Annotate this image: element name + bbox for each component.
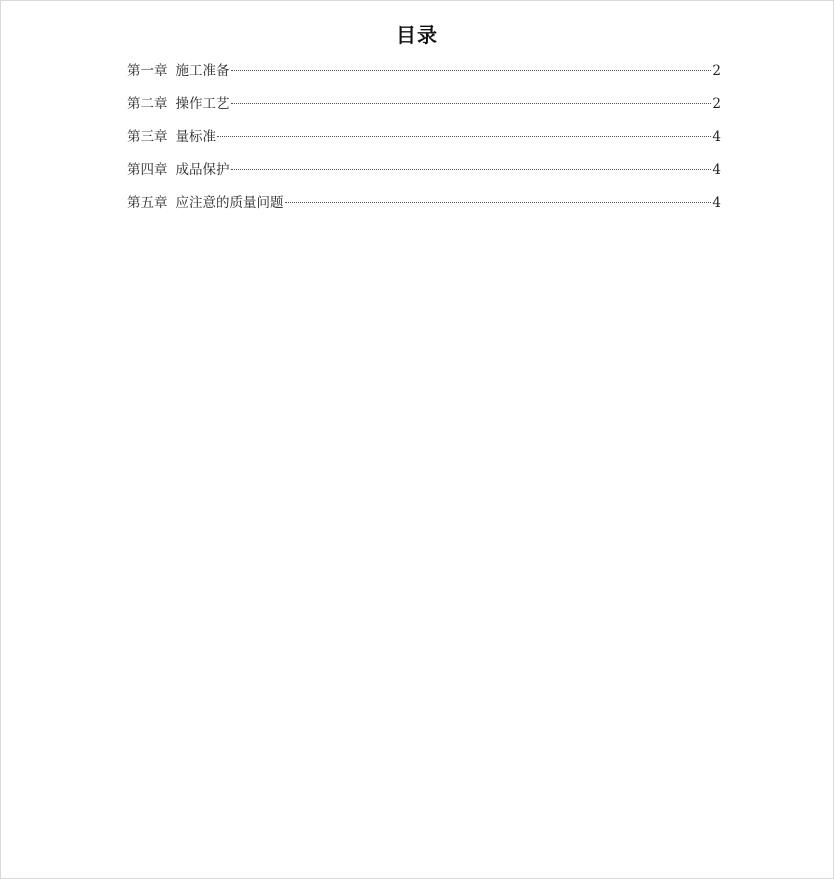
- toc-chapter-number: 第一章: [127, 63, 168, 79]
- toc-leader-dots: [231, 103, 712, 104]
- toc-page-number: 4: [712, 129, 721, 145]
- toc-page-number: 4: [712, 162, 721, 178]
- toc-list: [127, 60, 721, 225]
- toc-chapter-number: 第二章: [127, 96, 168, 112]
- toc-entry-text: 施工准备: [175, 63, 230, 79]
- toc-chapter-number: 第四章: [127, 162, 168, 178]
- toc-page-number: 2: [712, 96, 721, 112]
- toc-leader-dots: [285, 202, 712, 203]
- toc-entry-2[interactable]: [127, 93, 721, 126]
- toc-leader-dots: [231, 169, 712, 170]
- toc-page-number: 2: [712, 63, 721, 79]
- toc-leader-dots: [217, 136, 711, 137]
- toc-entry-text: 量标准: [175, 129, 216, 145]
- toc-entry-5[interactable]: [127, 192, 721, 225]
- toc-page-number: 4: [712, 195, 721, 211]
- toc-chapter-number: 第五章: [127, 195, 168, 211]
- toc-chapter-number: 第三章: [127, 129, 168, 145]
- toc-entry-text: 成品保护: [175, 162, 230, 178]
- toc-entry-1[interactable]: [127, 60, 721, 93]
- toc-entry-text: 操作工艺: [175, 96, 230, 112]
- toc-entry-text: 应注意的质量问题: [175, 195, 284, 211]
- toc-entry-4[interactable]: [127, 159, 721, 192]
- toc-entry-3[interactable]: [127, 126, 721, 159]
- toc-leader-dots: [231, 70, 712, 71]
- toc-title: 目录: [396, 23, 438, 47]
